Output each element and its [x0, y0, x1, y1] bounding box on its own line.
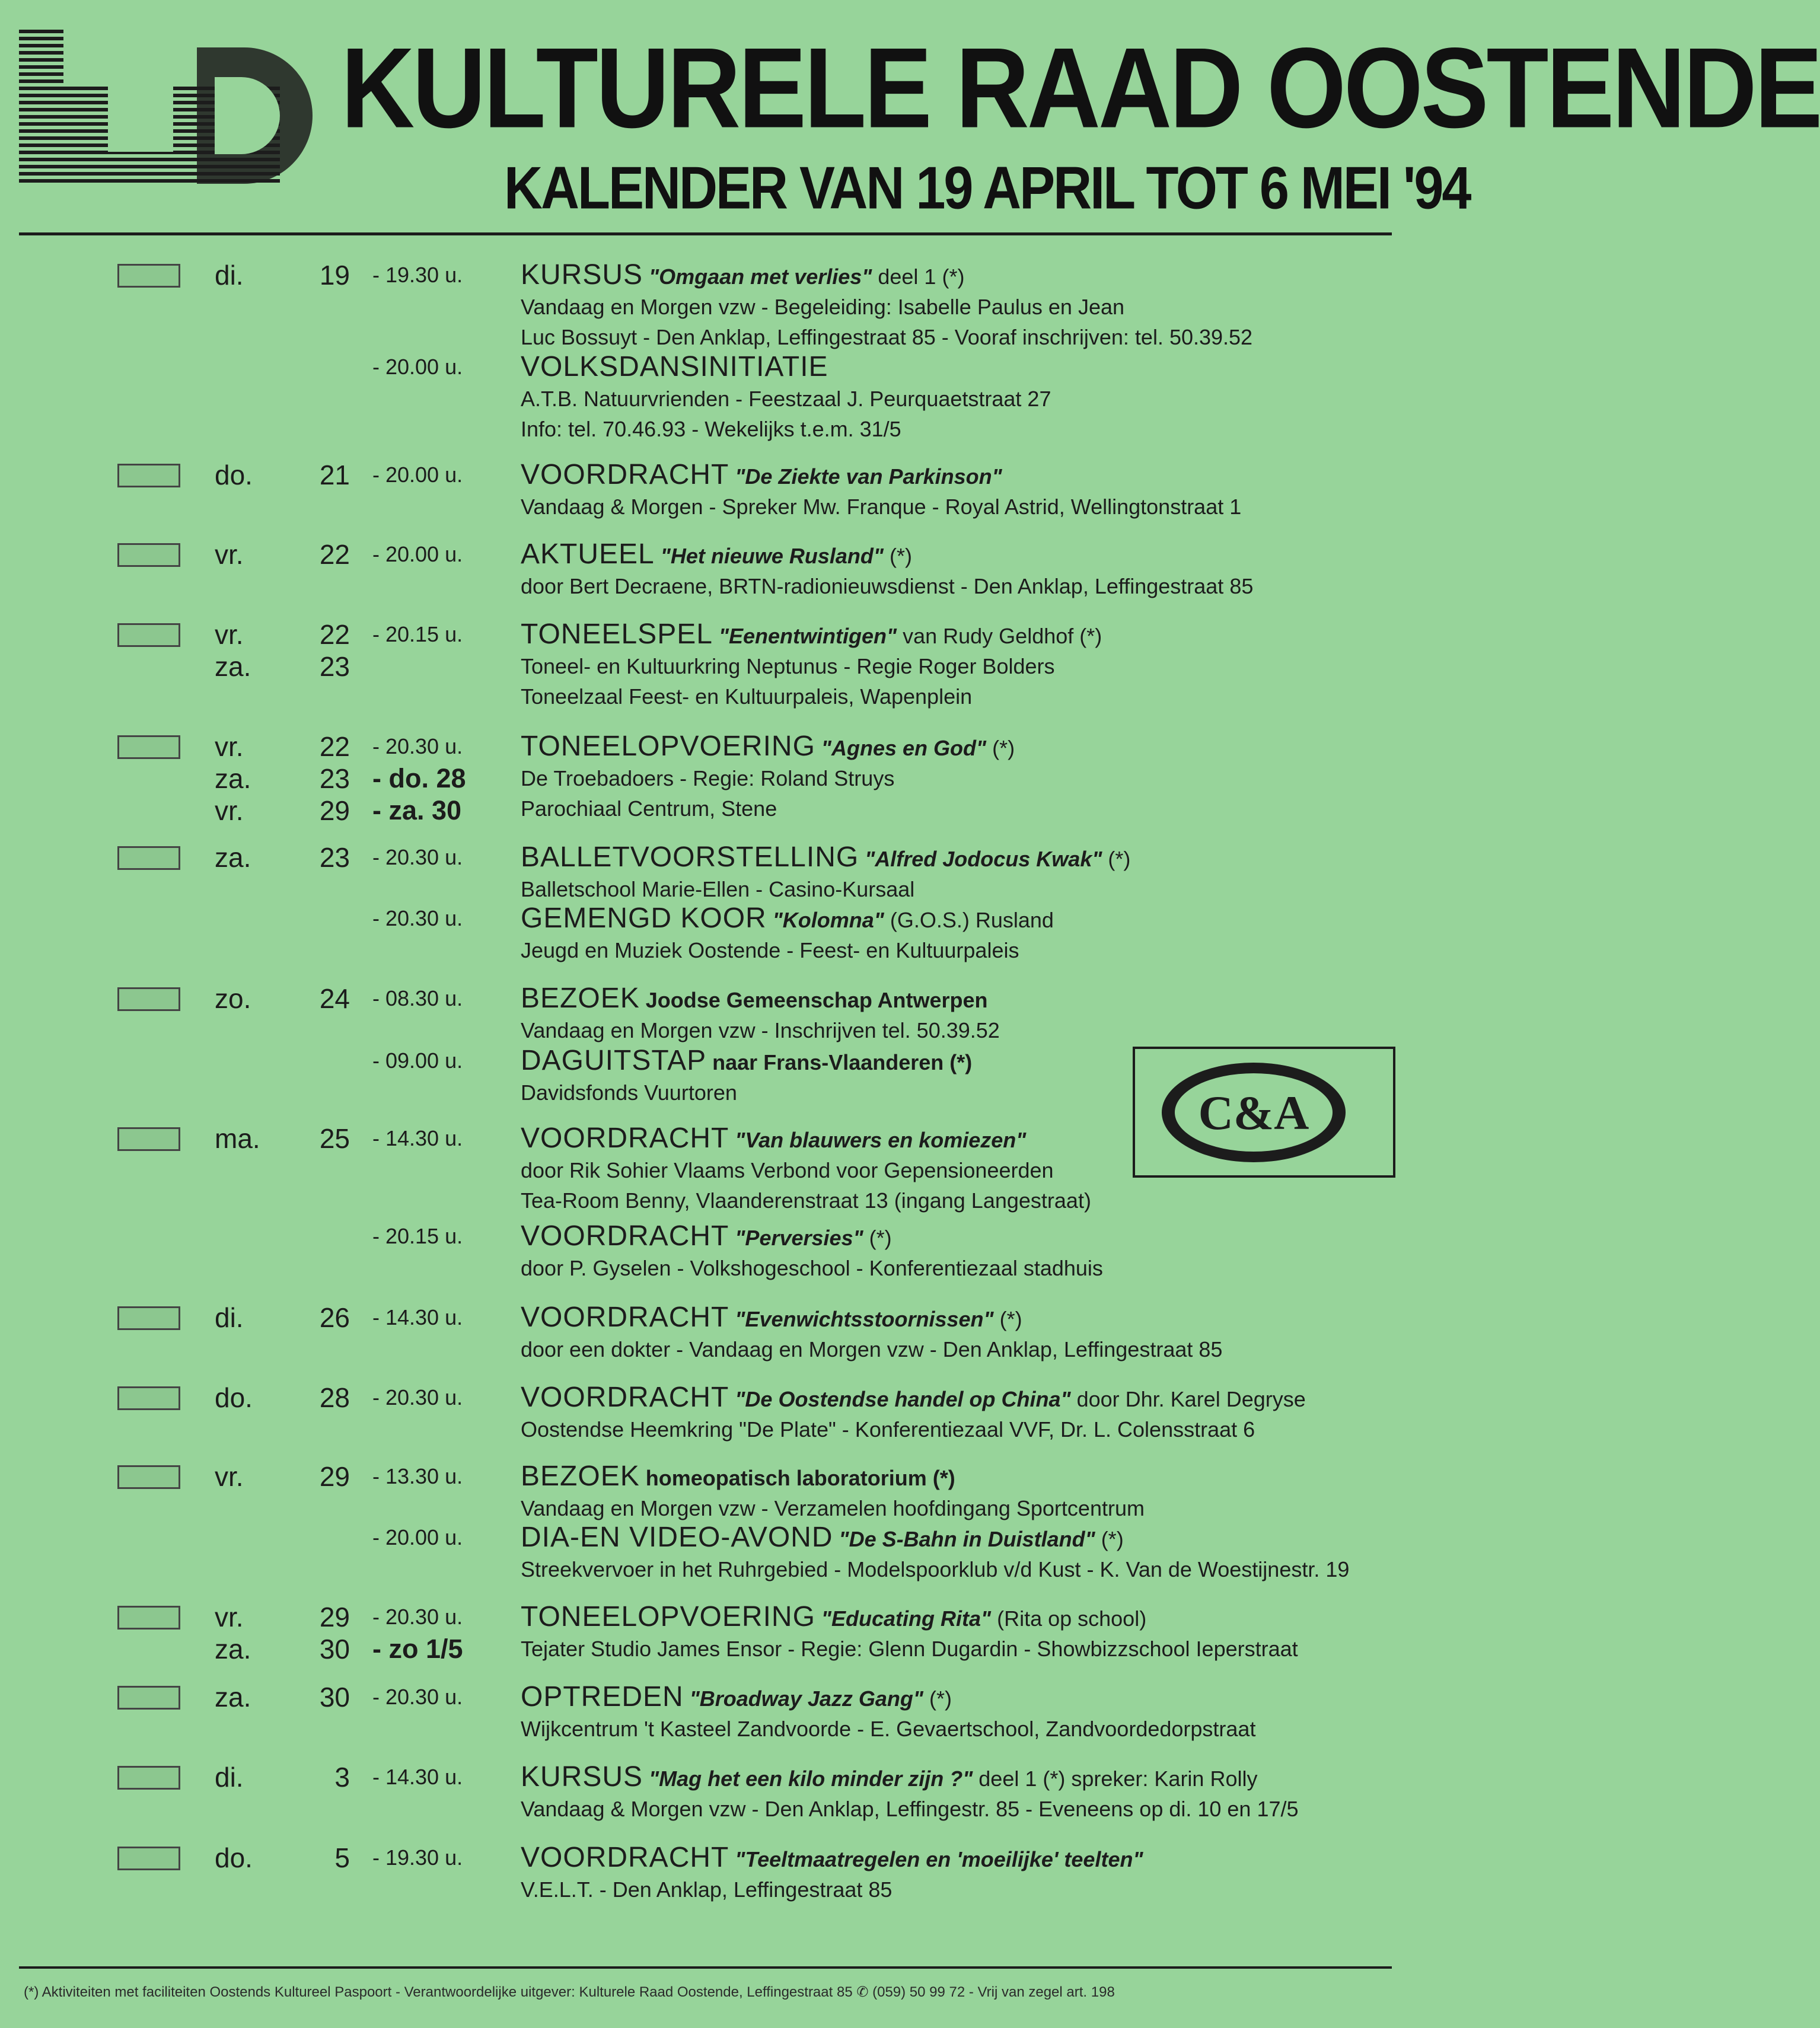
event-detail: Davidsfonds Vuurtoren	[521, 1080, 737, 1105]
event-time: - 20.30 u.	[372, 845, 463, 869]
event-category: AKTUEEL	[521, 538, 655, 570]
event-detail: Jeugd en Muziek Oostende - Feest- en Kultuurpaleis	[521, 938, 1019, 962]
event-extra: (*)	[923, 1686, 952, 1711]
event-title: "Educating Rita"	[821, 1606, 992, 1631]
event-time: - 20.30 u.	[372, 1685, 463, 1709]
event-date: 22	[319, 619, 350, 650]
event-time: - do. 28	[372, 763, 466, 793]
event-date: 22	[319, 539, 350, 570]
event-extra: (*)	[993, 1307, 1022, 1331]
event-date: 3	[334, 1762, 350, 1793]
event-heading	[521, 1761, 1257, 1795]
event-extra: (Rita op school)	[991, 1606, 1147, 1631]
event-date: 19	[319, 260, 350, 291]
event-detail: Vandaag & Morgen - Spreker Mw. Franque - Royal Astrid, Wellingtonstraat 1	[521, 495, 1242, 519]
event-time: - 08.30 u.	[372, 986, 463, 1010]
event-category: VOORDRACHT	[521, 1123, 729, 1154]
event-title: "Perversies"	[735, 1226, 863, 1250]
event-day: za.	[215, 1682, 251, 1713]
event-detail: door een dokter - Vandaag en Morgen vzw - Den Anklap, Leffingestraat 85	[521, 1337, 1223, 1361]
event-day: za.	[215, 763, 251, 794]
event-day: za.	[215, 842, 251, 873]
event-date: 30	[319, 1634, 350, 1665]
event-title: "De Ziekte van Parkinson"	[735, 464, 1002, 489]
event-day: za.	[215, 651, 251, 682]
header	[0, 0, 1820, 237]
checkbox-box[interactable]	[117, 1306, 180, 1330]
event-category: GEMENGD KOOR	[521, 903, 767, 934]
event-category: OPTREDEN	[521, 1681, 684, 1713]
event-extra: van Rudy Geldhof (*)	[897, 624, 1102, 648]
event-heading	[521, 1601, 1146, 1635]
event-heading	[521, 1045, 972, 1079]
event-heading	[521, 1461, 955, 1494]
event-heading	[521, 618, 1102, 652]
checkbox-box[interactable]	[117, 623, 180, 647]
ca-logo-text: C&A	[1198, 1086, 1309, 1140]
event-detail: door P. Gyselen - Volkshogeschool - Konferentiezaal stadhuis	[521, 1256, 1103, 1280]
event-category: BALLETVOORSTELLING	[521, 841, 859, 873]
event-title: "Evenwichtsstoornissen"	[735, 1307, 994, 1331]
event-detail: Balletschool Marie-Ellen - Casino-Kursaal	[521, 877, 915, 901]
header-divider	[19, 232, 1392, 235]
event-category: KURSUS	[521, 259, 643, 291]
event-date: 21	[319, 460, 350, 490]
event-date: 23	[319, 842, 350, 873]
event-day: ma.	[215, 1123, 260, 1154]
event-time: - 09.00 u.	[372, 1048, 463, 1073]
footer-divider	[19, 1966, 1392, 1969]
event-extra: (*)	[1102, 847, 1131, 871]
event-day: vr.	[215, 539, 244, 570]
event-title: "Van blauwers en komiezen"	[735, 1128, 1027, 1152]
checkbox-box[interactable]	[117, 1847, 180, 1870]
event-detail: door Rik Sohier Vlaams Verbond voor Gepensioneerden	[521, 1158, 1054, 1182]
event-extra: naar Frans-Vlaanderen (*)	[706, 1050, 973, 1074]
event-date: 29	[319, 795, 350, 826]
checkbox-box[interactable]	[117, 543, 180, 567]
event-category: VOORDRACHT	[521, 1382, 729, 1413]
event-heading	[521, 983, 988, 1016]
event-extra: homeopatisch laboratorium (*)	[639, 1466, 955, 1490]
event-detail: De Troebadoers - Regie: Roland Struys	[521, 766, 895, 790]
event-day: do.	[215, 1842, 253, 1873]
event-heading	[521, 1522, 1124, 1555]
event-date: 30	[319, 1682, 350, 1713]
page-subtitle: KALENDER VAN 19 APRIL TOT 6 MEI '94	[504, 155, 1470, 222]
event-day: vr.	[215, 731, 244, 762]
event-heading	[521, 351, 828, 385]
event-time: - 19.30 u.	[372, 1845, 463, 1870]
event-heading	[521, 841, 1130, 875]
event-heading	[521, 1842, 1143, 1876]
event-time: - 13.30 u.	[372, 1464, 463, 1488]
event-extra: (*)	[863, 1226, 892, 1250]
event-detail: Luc Bossuyt - Den Anklap, Leffingestraat 85 - Vooraf inschrijven: tel. 50.39.52	[521, 325, 1253, 349]
event-detail: Vandaag en Morgen vzw - Verzamelen hoofdingang Sportcentrum	[521, 1496, 1145, 1520]
event-category: TONEELOPVOERING	[521, 1601, 815, 1632]
event-detail: Wijkcentrum 't Kasteel Zandvoorde - E. Gevaertschool, Zandvoordedorpstraat	[521, 1717, 1256, 1741]
event-detail: Vandaag en Morgen vzw - Inschrijven tel. 50.39.52	[521, 1018, 1000, 1042]
event-extra: (*)	[883, 544, 912, 568]
event-category: VOORDRACHT	[521, 459, 729, 490]
event-extra: deel 1 (*) spreker: Karin Rolly	[973, 1766, 1258, 1791]
event-date: 28	[319, 1382, 350, 1413]
checkbox-box[interactable]	[117, 987, 180, 1011]
event-detail: door Bert Decraene, BRTN-radionieuwsdienst - Den Anklap, Leffingestraat 85	[521, 574, 1254, 598]
checkbox-box[interactable]	[117, 1465, 180, 1489]
event-time: - 20.00 u.	[372, 542, 463, 566]
event-extra: deel 1 (*)	[872, 264, 965, 289]
event-day: do.	[215, 1382, 253, 1413]
event-extra: door Dhr. Karel Degryse	[1070, 1387, 1306, 1411]
event-title: "Mag het een kilo minder zijn ?"	[649, 1766, 973, 1791]
event-time: - 20.15 u.	[372, 622, 463, 646]
event-category: BEZOEK	[521, 1461, 640, 1492]
event-title: "Kolomna"	[772, 908, 884, 932]
footer-note: (*) Aktiviteiten met faciliteiten Oostends Kultureel Paspoort - Verantwoordelijke uitgever: Kulturele Raad Oostende, Leffingestraat 85 ✆ (059) 50 99 72 - Vrij van zegel art. 198	[24, 1984, 1115, 2000]
checkbox-box[interactable]	[117, 1686, 180, 1710]
event-category: VOORDRACHT	[521, 1220, 729, 1252]
event-heading	[521, 903, 1054, 936]
event-date: 26	[319, 1302, 350, 1333]
checkbox-box[interactable]	[117, 464, 180, 487]
event-title: "Broadway Jazz Gang"	[689, 1686, 923, 1711]
event-title: "Eenentwintigen"	[718, 624, 897, 648]
event-detail: Toneelzaal Feest- en Kultuurpaleis, Wapenplein	[521, 684, 973, 709]
checkbox-box[interactable]	[117, 1386, 180, 1410]
checkbox-box[interactable]	[117, 264, 180, 288]
checkbox-box[interactable]	[117, 1127, 180, 1151]
event-day: di.	[215, 260, 244, 291]
event-date: 5	[334, 1842, 350, 1873]
event-category: TONEELSPEL	[521, 618, 713, 650]
event-category: TONEELOPVOERING	[521, 731, 815, 762]
event-time: - 20.00 u.	[372, 1525, 463, 1549]
sponsor-box	[1133, 1047, 1395, 1178]
event-title: "Het nieuwe Rusland"	[660, 544, 884, 568]
event-heading	[521, 459, 1002, 493]
event-detail: Tejater Studio James Ensor - Regie: Glenn Dugardin - Showbizzschool Ieperstraat	[521, 1637, 1298, 1661]
event-time: - za. 30	[372, 795, 462, 825]
event-date: 23	[319, 651, 350, 682]
event-day: vr.	[215, 795, 244, 826]
event-time: - 20.00 u.	[372, 355, 463, 379]
event-date: 23	[319, 763, 350, 794]
event-title: "Omgaan met verlies"	[649, 264, 872, 289]
event-category: VOORDRACHT	[521, 1842, 729, 1873]
event-category: VOORDRACHT	[521, 1302, 729, 1333]
event-title: "Agnes en God"	[821, 736, 987, 760]
event-extra: (*)	[986, 736, 1015, 760]
checkbox-box[interactable]	[117, 1766, 180, 1790]
event-heading	[521, 1220, 892, 1254]
event-time: - 20.30 u.	[372, 734, 463, 758]
event-time: - 14.30 u.	[372, 1305, 463, 1329]
ca-logo-icon	[1135, 1049, 1393, 1175]
event-title: "Teeltmaatregelen en 'moeilijke' teelten"	[735, 1847, 1143, 1871]
event-date: 25	[319, 1123, 350, 1154]
event-time: - 20.30 u.	[372, 906, 463, 930]
event-detail: A.T.B. Natuurvrienden - Feestzaal J. Peurquaetstraat 27	[521, 387, 1051, 411]
event-heading	[521, 259, 964, 293]
event-detail: Tea-Room Benny, Vlaanderenstraat 13 (ingang Langestraat)	[521, 1188, 1091, 1213]
event-detail: Oostendse Heemkring "De Plate" - Konferentiezaal VVF, Dr. L. Colensstraat 6	[521, 1417, 1255, 1442]
event-date: 22	[319, 731, 350, 762]
event-date: 24	[319, 983, 350, 1014]
event-detail: Vandaag & Morgen vzw - Den Anklap, Leffingestr. 85 - Eveneens op di. 10 en 17/5	[521, 1797, 1299, 1821]
event-detail: Toneel- en Kultuurkring Neptunus - Regie Roger Bolders	[521, 654, 1055, 678]
event-category: DAGUITSTAP	[521, 1045, 707, 1076]
event-extra: (*)	[1095, 1527, 1124, 1551]
event-category: BEZOEK	[521, 983, 640, 1014]
event-category: DIA-EN VIDEO-AVOND	[521, 1522, 833, 1553]
event-day: vr.	[215, 1461, 244, 1492]
kro-logo-icon	[19, 30, 315, 184]
event-detail: Info: tel. 70.46.93 - Wekelijks t.e.m. 31/5	[521, 417, 901, 441]
event-detail: Vandaag en Morgen vzw - Begeleiding: Isabelle Paulus en Jean	[521, 295, 1125, 319]
event-time: - 20.30 u.	[372, 1605, 463, 1629]
event-day: vr.	[215, 1602, 244, 1632]
event-day: di.	[215, 1762, 244, 1793]
checkbox-box[interactable]	[117, 846, 180, 870]
page-title: KULTURELE RAAD OOSTENDE	[341, 24, 1820, 152]
checkbox-box[interactable]	[117, 1606, 180, 1630]
event-heading	[521, 538, 912, 572]
checkbox-box[interactable]	[117, 735, 180, 759]
event-date: 29	[319, 1461, 350, 1492]
event-extra: (G.O.S.) Rusland	[884, 908, 1054, 932]
event-time: - 20.15 u.	[372, 1224, 463, 1248]
event-extra: Joodse Gemeenschap Antwerpen	[639, 988, 988, 1012]
event-time: - zo 1/5	[372, 1634, 463, 1664]
event-heading	[521, 1302, 1022, 1335]
event-time: - 14.30 u.	[372, 1126, 463, 1150]
event-day: zo.	[215, 983, 251, 1014]
event-day: di.	[215, 1302, 244, 1333]
event-detail: V.E.L.T. - Den Anklap, Leffingestraat 85	[521, 1877, 893, 1902]
event-heading	[521, 1681, 952, 1715]
event-day: do.	[215, 460, 253, 490]
event-title: "De S-Bahn in Duistland"	[839, 1527, 1095, 1551]
event-time: - 20.30 u.	[372, 1385, 463, 1410]
event-day: za.	[215, 1634, 251, 1665]
event-title: "De Oostendse handel op China"	[735, 1387, 1071, 1411]
event-heading	[521, 1382, 1306, 1415]
event-day: vr.	[215, 619, 244, 650]
event-date: 29	[319, 1602, 350, 1632]
event-title: "Alfred Jodocus Kwak"	[865, 847, 1102, 871]
event-detail: Streekvervoer in het Ruhrgebied - Modelspoorklub v/d Kust - K. Van de Woestijnestr. 19	[521, 1557, 1350, 1581]
event-heading	[521, 731, 1015, 764]
event-detail: Parochiaal Centrum, Stene	[521, 796, 777, 821]
event-time: - 14.30 u.	[372, 1765, 463, 1789]
event-category: VOLKSDANSINITIATIE	[521, 351, 828, 382]
event-time: - 19.30 u.	[372, 263, 463, 287]
event-heading	[521, 1123, 1026, 1156]
event-category: KURSUS	[521, 1761, 643, 1793]
event-time: - 20.00 u.	[372, 463, 463, 487]
